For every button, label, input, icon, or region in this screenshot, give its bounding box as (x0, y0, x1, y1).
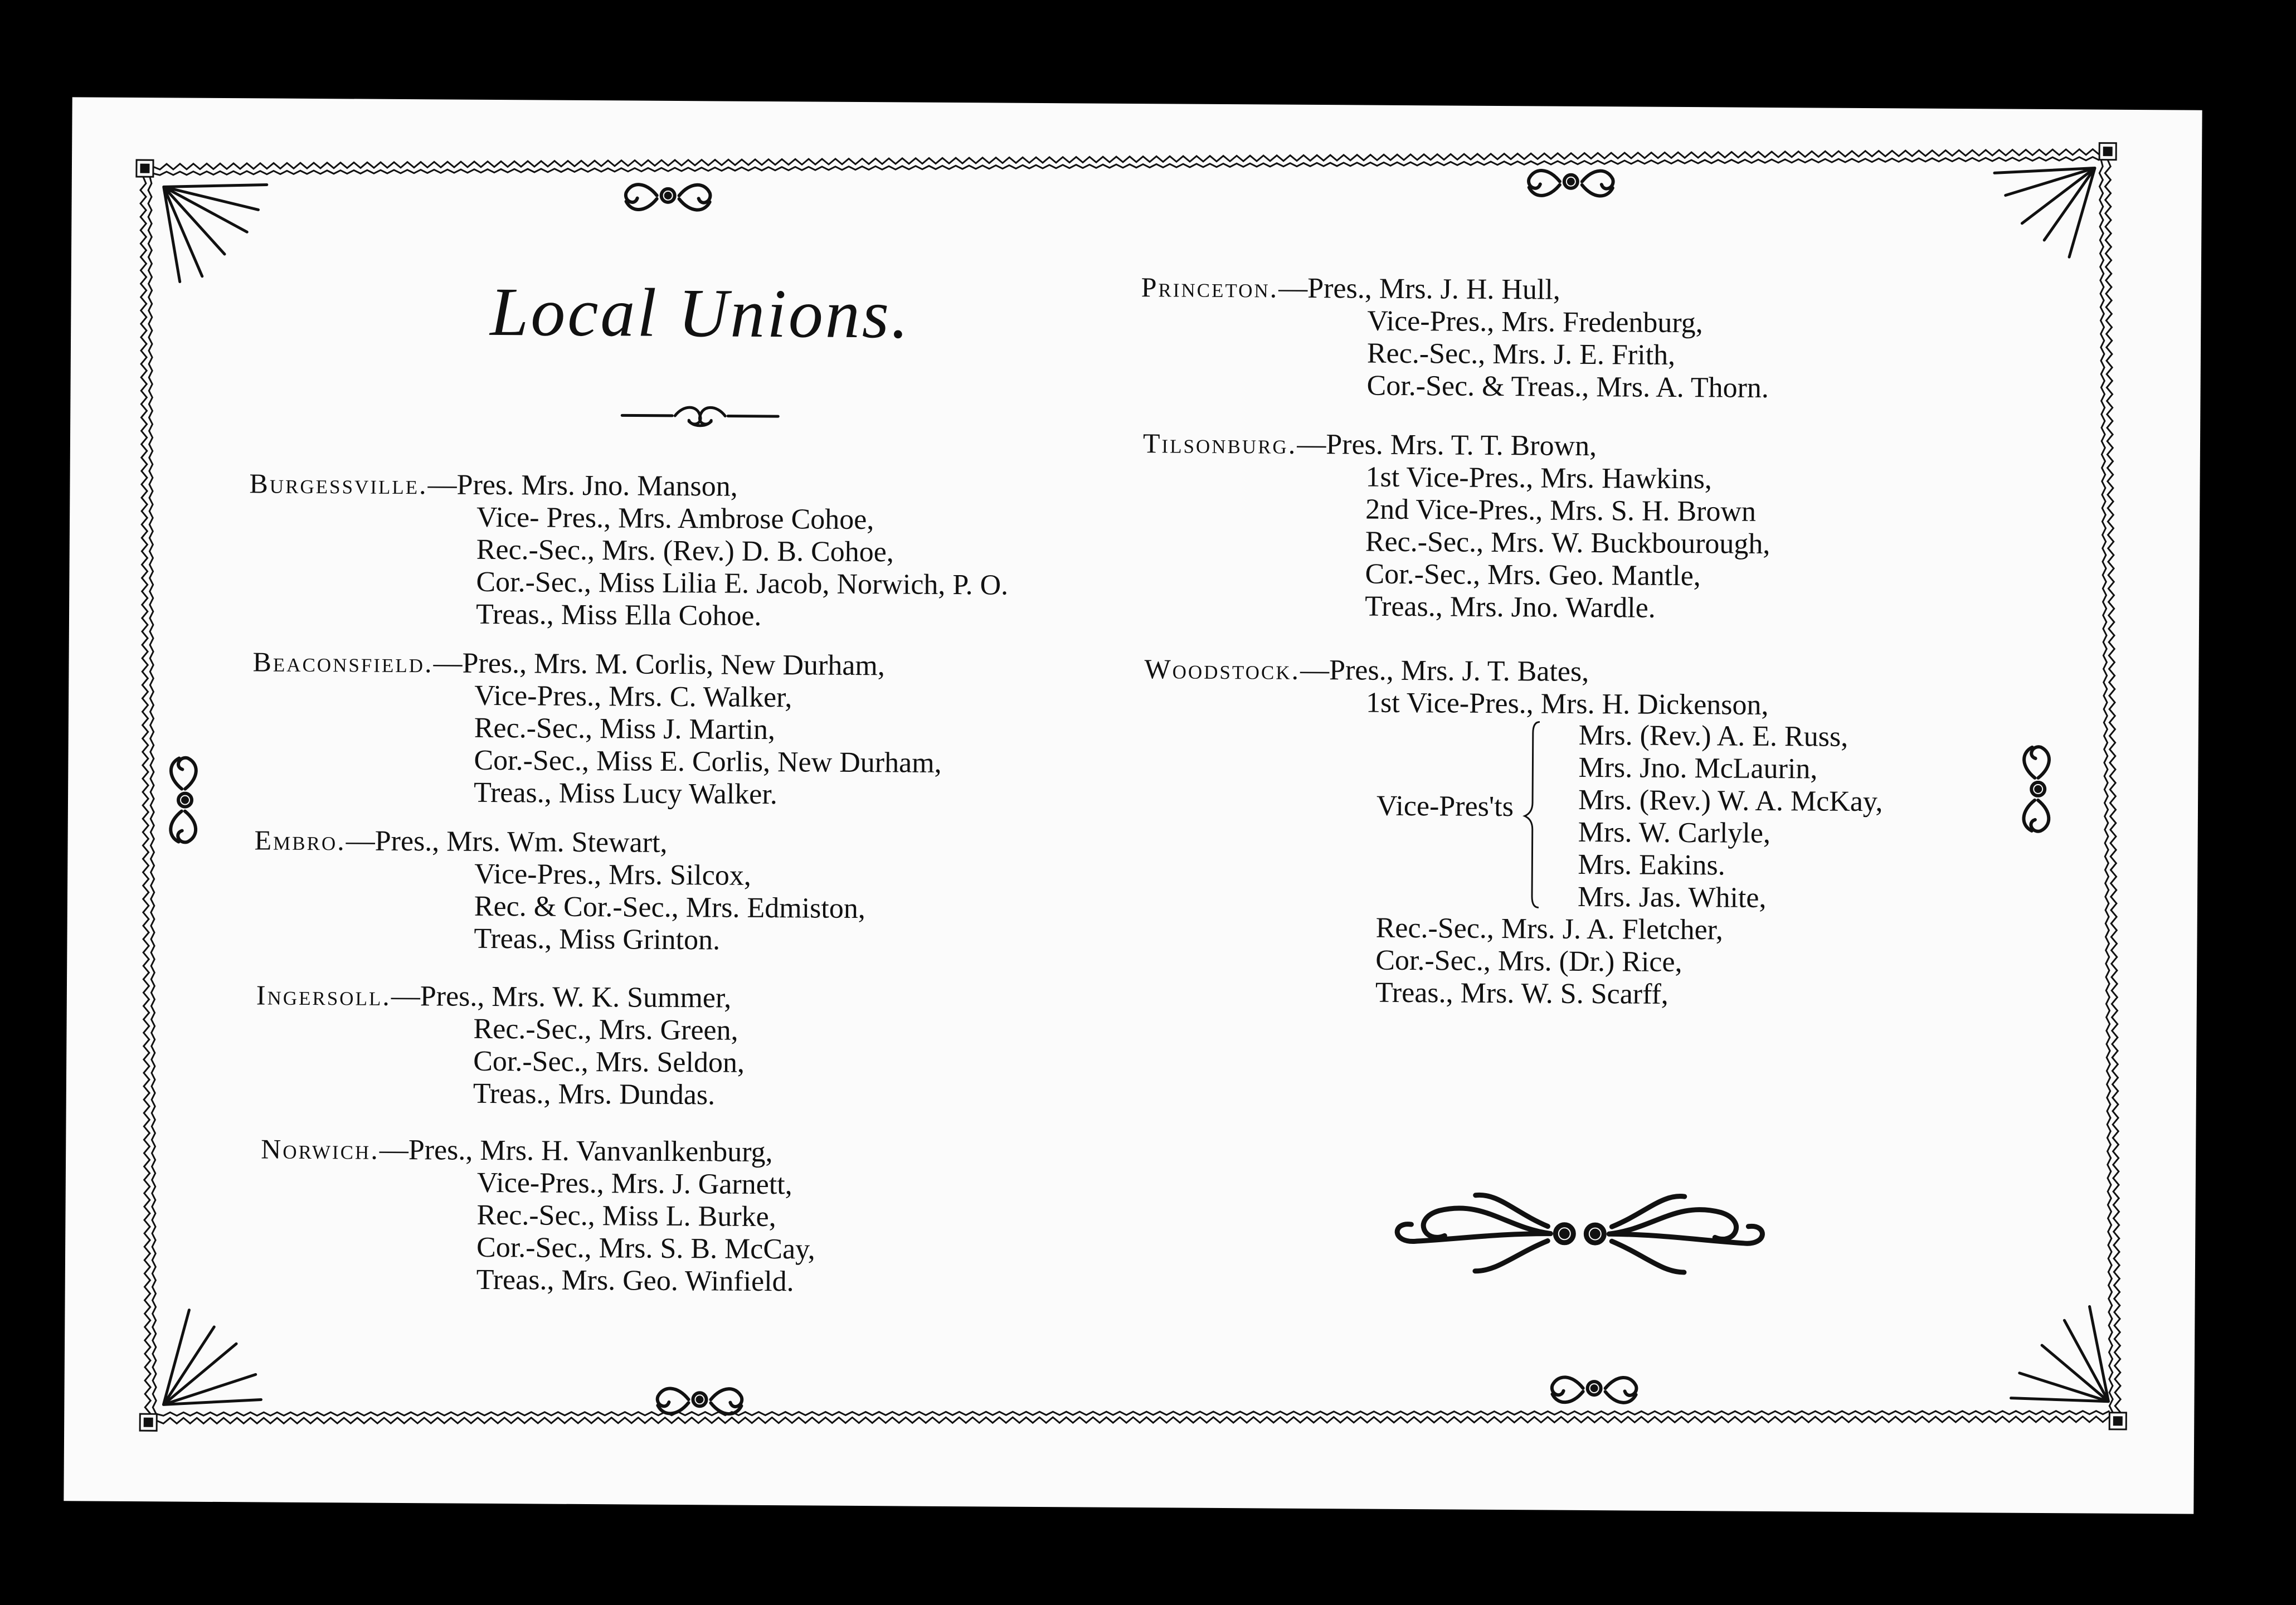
vice-presidents-list (1578, 719, 1884, 915)
union-president: —Pres., Mrs. M. Corlis, New Durham, (433, 647, 886, 682)
officer-line: Vice-Pres., Mrs. Fredenburg, (1367, 305, 1703, 339)
officer-line: 2nd Vice-Pres., Mrs. S. H. Brown (1365, 493, 1757, 528)
officer-line: Treas., Miss Lucy Walker. (473, 776, 777, 811)
union-first-line (1144, 653, 1769, 689)
union-name: Woodstock. (1144, 653, 1301, 685)
vice-president-name: Mrs. Jas. White, (1577, 881, 1767, 914)
officer-line: Rec. & Cor.-Sec., Mrs. Edmiston, (474, 890, 865, 925)
vice-president-name: Mrs. Jno. McLaurin, (1578, 751, 1818, 785)
officer-line: Treas., Mrs. W. S. Scarff, (1375, 976, 1669, 1010)
union-embro (254, 824, 865, 957)
officer-line: Treas., Mrs. Geo. Winfield. (476, 1263, 794, 1298)
officer-line: Treas., Miss Grinton. (474, 922, 721, 956)
union-name: Burgessville. (249, 468, 428, 500)
union-president: —Pres. Mrs. Jno. Manson, (427, 469, 738, 503)
union-first-line (254, 824, 865, 860)
vice-president-name: Mrs. (Rev.) A. E. Russ, (1578, 719, 1849, 753)
union-ingersoll (256, 979, 745, 1111)
officer-line: 1st Vice-Pres., Mrs. H. Dickenson, (1365, 687, 1769, 721)
large-scroll-ornament-icon (1397, 1194, 1763, 1272)
union-name: Beaconsfield. (252, 646, 434, 679)
officer-line: Rec.-Sec., Mrs. Green, (473, 1013, 738, 1047)
vice-president-name: Mrs. W. Carlyle, (1578, 816, 1771, 849)
union-first-line (252, 645, 942, 683)
union-norwich (260, 1132, 816, 1298)
union-first-line (1141, 271, 1770, 308)
officer-line: Treas., Mrs. Dundas. (473, 1077, 716, 1111)
officer-line: Vice-Pres., Mrs. J. Garnett, (476, 1166, 792, 1201)
wavy-border-bottom (157, 1404, 2109, 1435)
union-president: —Pres., Mrs. H. Vanvanlkenburg, (379, 1134, 773, 1169)
officer-line: Rec.-Sec., Mrs. W. Buckbourough, (1365, 526, 1770, 560)
union-name: Tilsonburg. (1142, 427, 1297, 460)
title-flourish-icon (622, 407, 778, 426)
officer-line: Vice-Pres., Mrs. C. Walker, (474, 679, 792, 714)
union-first-line (256, 979, 745, 1014)
officer-line: Cor.-Sec., Mrs. Seldon, (473, 1045, 745, 1079)
officer-line: Rec.-Sec., Mrs. (Rev.) D. B. Cohoe, (476, 533, 894, 568)
vice-president-name: Mrs. Eakins. (1578, 848, 1725, 882)
union-tilsonburg (1142, 427, 1771, 625)
wavy-border-right (2098, 160, 2128, 1413)
union-name: Princeton. (1141, 271, 1279, 304)
officer-line: Treas., Miss Ella Cohoe. (475, 598, 762, 632)
officer-line: Vice- Pres., Mrs. Ambrose Cohoe, (476, 501, 874, 536)
union-princeton (1140, 271, 1769, 405)
union-president: —Pres. Mrs. T. T. Brown, (1297, 428, 1597, 463)
officer-line: Cor.-Sec., Mrs. (Dr.) Rice, (1375, 944, 1682, 979)
union-president: —Pres., Mrs. W. K. Summer, (391, 980, 732, 1014)
union-president: —Pres., Mrs. J. H. Hull, (1278, 272, 1561, 306)
union-name: Norwich. (261, 1133, 380, 1165)
union-beaconsfield (252, 645, 942, 812)
union-woodstock (1144, 653, 1769, 722)
officer-line: Vice-Pres., Mrs. Silcox, (474, 858, 751, 892)
union-name: Ingersoll. (256, 979, 391, 1011)
union-president: —Pres., Mrs. J. T. Bates, (1300, 654, 1589, 688)
officer-line: Cor.-Sec. & Treas., Mrs. A. Thorn. (1366, 369, 1769, 404)
document-page (64, 97, 2202, 1514)
union-name: Embro. (254, 824, 346, 857)
union-president: —Pres., Mrs. Wm. Stewart, (346, 825, 668, 859)
union-first-line (261, 1132, 816, 1169)
union-first-line (1143, 427, 1771, 464)
officer-line: Cor.-Sec., Miss E. Corlis, New Durham, (474, 744, 942, 779)
union-burgessville (249, 467, 1009, 634)
woodstock-brace-icon (1524, 722, 1540, 907)
wavy-border-top (153, 137, 2099, 181)
woodstock-officers (1375, 912, 1723, 1011)
officer-line: Rec.-Sec., Mrs. J. E. Frith, (1366, 337, 1676, 371)
officer-line: Cor.-Sec., Miss Lilia E. Jacob, Norwich, P. O. (476, 566, 1009, 601)
officer-line: 1st Vice-Pres., Mrs. Hawkins, (1365, 461, 1713, 495)
officer-line: Rec.-Sec., Miss L. Burke, (476, 1199, 776, 1233)
officer-line: Treas., Mrs. Jno. Wardle. (1365, 590, 1656, 624)
vice-presidents-label: Vice-Pres'ts (1376, 790, 1514, 823)
officer-line: Rec.-Sec., Mrs. J. A. Fletcher, (1375, 912, 1724, 946)
vice-president-name: Mrs. (Rev.) W. A. McKay, (1578, 784, 1883, 818)
officer-line: Cor.-Sec., Mrs. Geo. Mantle, (1365, 558, 1701, 592)
union-first-line (249, 467, 1009, 504)
officer-line: Cor.-Sec., Mrs. S. B. McCay, (476, 1231, 815, 1266)
officer-line: Rec.-Sec., Miss J. Martin, (474, 712, 776, 746)
page-title: Local Unions. (489, 273, 911, 353)
